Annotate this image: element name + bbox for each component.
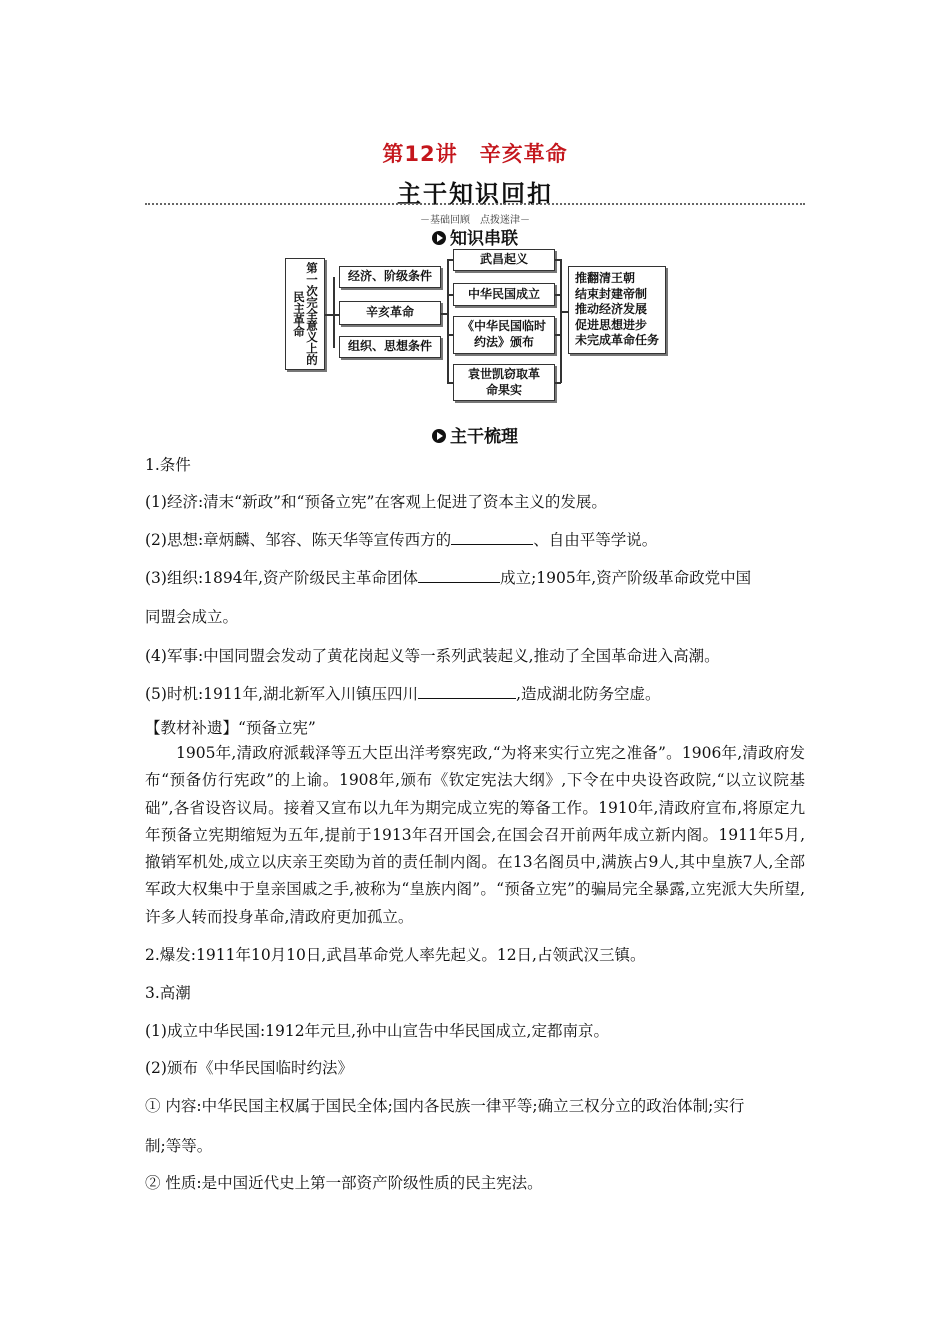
diagram-heading-label: 知识串联 — [450, 229, 518, 249]
s1-paragraph-4: (4)军事:中国同盟会发动了黄花岗起义等一系列武装起义,推动了全国革命进入高潮。 — [145, 647, 720, 665]
lesson-title: 第12讲 辛亥革命 — [382, 142, 568, 166]
diagram-center-box-1: 经济、阶级条件 — [339, 266, 441, 288]
s3-paragraph-1: (1)成立中华民国:1912年元旦,孙中山宣告中华民国成立,定都南京。 — [145, 1022, 609, 1040]
result-line: 结束封建帝制 — [575, 286, 648, 301]
connector — [560, 311, 568, 313]
s1-paragraph-5 — [145, 682, 805, 704]
fill-blank[interactable] — [451, 530, 533, 545]
outline-heading — [0, 422, 950, 447]
section-title: 主干知识回扣 — [397, 180, 553, 208]
diagram-event-box-1: 武昌起义 — [453, 249, 555, 271]
text: (2)思想:章炳麟、邹容、陈天华等宣传西方的 — [145, 531, 452, 549]
connector — [560, 259, 562, 383]
s3-paragraph-3: ① 内容:中华民国主权属于国民全体;国内各民族一律平等;确立三权分立的政治体制;实行 — [145, 1097, 745, 1115]
diagram-heading — [0, 224, 950, 249]
s1-paragraph-2 — [145, 528, 805, 550]
s3-paragraph-2: (2)颁布《中华民国临时约法》 — [145, 1059, 353, 1077]
s1-paragraph-1: (1)经济:清末“新政”和“预备立宪”在客观上促进了资本主义的发展。 — [145, 493, 607, 511]
s3-paragraph-3-cont: 制;等等。 — [145, 1137, 213, 1155]
result-line: 未完成革命任务 — [575, 333, 660, 348]
text: (5)时机:1911年,湖北新军入川镇压四川 — [145, 685, 419, 703]
section-3-title: 3.高潮 — [145, 984, 191, 1002]
diagram-event-box-4: 袁世凯窃取革命果实 — [453, 364, 555, 401]
supplement-text: 1905年,清政府派载泽等五大臣出洋考察宪政,“为将来实行立宪之准备”。1906年,清政府发布“预备仿行宪政”的上谕。1908年,颁布《钦定宪法大纲》,下令在中央设咨政院,“以立议院基础”,各省设咨议局。接着又宣布以九年为期完成立宪的筹备工作。1910年,清政府宣布,将原定九年预备立宪期缩短为五年,提前于1913年召开国会,在国会召开前两年成立新内阁。1911年5月,撤销军机处,成立以庆亲王奕劻为首的责任制内阁。在13名阁员中,满族占9人,其中皇族7人,全部军政大权集中于皇亲国戚之手,被称为“皇族内阁”。“预备立宪”的骗局完全暴露,立宪派大失所望,许多人转而投身革命,清政府更加孤立。 — [145, 744, 805, 926]
text: ,造成湖北防务空虚。 — [516, 685, 661, 703]
play-circle-icon — [432, 231, 446, 245]
diagram-left-label: 第一次完全意义上的民主革命 — [292, 262, 319, 366]
dotted-divider — [145, 203, 805, 205]
text: 、自由平等学说。 — [533, 531, 658, 549]
diagram-event-box-2: 中华民国成立 — [453, 283, 555, 306]
result-line: 推动经济发展 — [575, 302, 648, 317]
section-2: 2.爆发:1911年10月10日,武昌革命党人率先起义。12日,占领武汉三镇。 — [145, 946, 646, 964]
fill-blank[interactable] — [418, 684, 516, 699]
diagram-center-box-3: 组织、思想条件 — [339, 336, 441, 358]
result-line: 推翻清王朝 — [575, 271, 636, 286]
text: (3)组织:1894年,资产阶级民主革命团体 — [145, 569, 419, 587]
connector — [325, 314, 339, 316]
diagram-event-box-3: 《中华民国临时约法》颁布 — [453, 316, 555, 354]
play-circle-icon — [432, 429, 446, 443]
diagram-result-box — [568, 266, 666, 354]
connector — [333, 277, 335, 348]
result-line: 促进思想进步 — [575, 317, 648, 332]
diagram-left-box — [285, 258, 325, 370]
text: 成立;1905年,资产阶级革命政党中国 — [500, 569, 752, 587]
outline-heading-label: 主干梳理 — [450, 427, 518, 447]
s1-paragraph-3 — [145, 566, 805, 588]
diagram-center-box-2: 辛亥革命 — [339, 301, 441, 325]
connector — [447, 259, 449, 383]
section-1-title: 1.条件 — [145, 456, 191, 474]
fill-blank[interactable] — [418, 568, 500, 583]
s1-paragraph-3-cont: 同盟会成立。 — [145, 608, 239, 626]
supplement-title: 【教材补遗】“预备立宪” — [145, 719, 316, 737]
section-subtitle: －基础回顾 点拨迷津－ — [420, 215, 530, 226]
s3-paragraph-4: ② 性质:是中国近代史上第一部资产阶级性质的民主宪法。 — [145, 1174, 543, 1192]
